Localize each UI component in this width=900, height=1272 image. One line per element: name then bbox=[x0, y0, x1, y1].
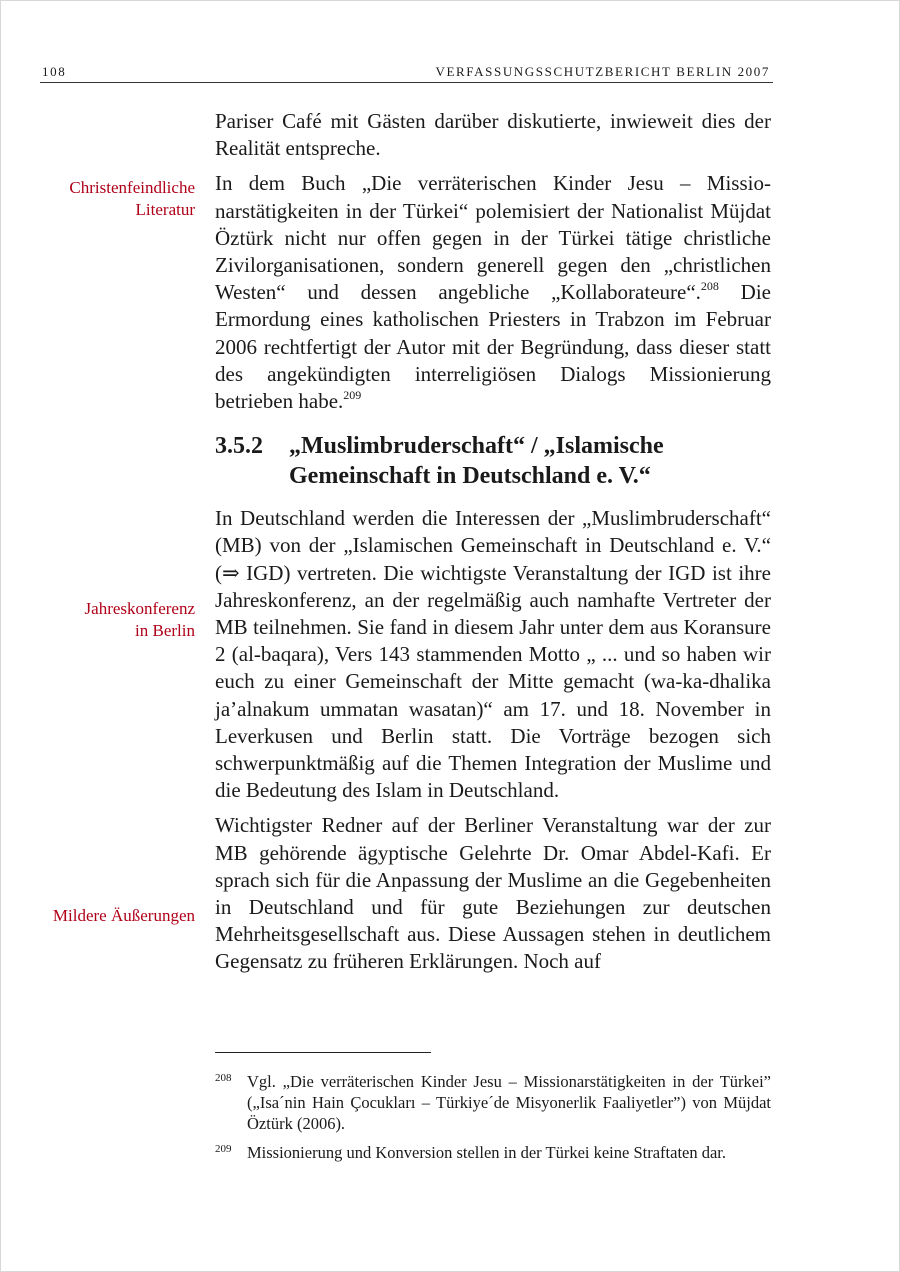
paragraph-2-text-b: Die Ermordung eines katholischen Priesters in Trabzon im Februar 2006 rechtfertigt der Autor mit der Begründung, dass dieser statt des angekündigten interreligiösen Dialogs Missionierung betrieben habe. bbox=[215, 280, 771, 414]
section-heading bbox=[215, 431, 771, 491]
paragraph-1: Pariser Café mit Gästen darüber diskutierte, inwieweit dies der Realität entspreche. bbox=[215, 109, 771, 161]
section-number: 3.5.2 bbox=[215, 433, 263, 460]
footnote-208 bbox=[215, 1071, 771, 1134]
paragraph-3: In Deutschland werden die Interessen der „Muslimbruderschaft“ (MB) von der „Islamischen Gemeinschaft in Deutschland e. V.“ (⇒ IGD) vertreten. Die wichtigste Veranstaltung der IGD ist ihre Jahreskonferenz, an der regelmäßig auch namhafte Vertreter der MB teilnehmen. Sie fand in diesem Jahr unter dem aus Koransure 2 (al-baqara), Vers 143 stammenden Motto „ ... und so haben wir euch zu einer Gemeinschaft der Mitte gemacht (wa-ka-dhalika ja’alnakum ummatan wasatan)“ am 17. und 18. November in Leverkusen und Berlin statt. Die Vorträge bezogen sich schwerpunktmäßig auf die Themen Integration der Muslime und die Bedeutung des Islam in Deutschland. bbox=[215, 506, 771, 803]
margin-note-line: in Berlin bbox=[135, 621, 195, 640]
margin-note-line: Literatur bbox=[135, 200, 195, 219]
running-header bbox=[42, 64, 770, 82]
main-text bbox=[215, 108, 771, 976]
paragraph-2-text-a: In dem Buch „Die verräterischen Kinder Jesu – Missionarstätigkeiten in der Türkei“ polemisiert der Nationalist Müjdat Öztürk nicht nur offen gegen in der Türkei tätige christliche Zivilorganisationen, sondern generell gegen den „christlichen Westen“ und dessen angebliche „Kollaborateure“. bbox=[215, 171, 771, 305]
footnote-209 bbox=[215, 1142, 771, 1163]
margin-note-christenfeindliche-literatur bbox=[69, 177, 195, 221]
footnote-ref-209[interactable]: 209 bbox=[343, 388, 362, 403]
section-title: „Muslimbruderschaft“ / „Islamische Gemeinschaft in Deutschland e. V.“ bbox=[289, 433, 664, 490]
footnote-rule bbox=[215, 1052, 431, 1053]
running-title: VERFASSUNGSSCHUTZBERICHT BERLIN 2007 bbox=[435, 64, 770, 79]
footnote-text: Vgl. „Die verräterischen Kinder Jesu – Missionarstätigkeiten in der Türkei” („Isa´nin Hain Çocukları – Türkiye´de Misyonerlik Faaliyetler”) von Müjdat Öztürk (2006). bbox=[247, 1072, 771, 1133]
footnotes bbox=[215, 1071, 771, 1171]
margin-note-jahreskonferenz bbox=[85, 598, 195, 642]
footnote-ref-208[interactable]: 208 bbox=[700, 279, 719, 294]
margin-note-line: Mildere Äußerungen bbox=[52, 906, 195, 925]
paragraph-2 bbox=[215, 170, 771, 415]
header-rule bbox=[40, 82, 773, 83]
page-number: 108 bbox=[42, 64, 67, 79]
margin-note-line: Jahreskonferenz bbox=[84, 599, 195, 618]
footnote-number: 209 bbox=[215, 1143, 232, 1155]
footnote-text: Missionierung und Konversion stellen in der Türkei keine Straftaten dar. bbox=[247, 1143, 727, 1162]
margin-note-line: Christenfeindliche bbox=[69, 178, 195, 197]
margin-note-mildere-aeusserungen bbox=[53, 905, 195, 927]
paragraph-4: Wichtigster Redner auf der Berliner Veranstaltung war der zur MB gehörende ägyptische Gelehrte Dr. Omar Abdel-Kafi. Er sprach sich für die Anpassung der Muslime an die Gegebenheiten in Deutschland und für gute Beziehungen zur deutschen Mehrheitsgesellschaft aus. Diese Aussagen stehen in deutlichem Gegensatz zu früheren Erklärungen. Noch auf bbox=[215, 813, 771, 974]
footnote-number: 208 bbox=[215, 1072, 232, 1084]
